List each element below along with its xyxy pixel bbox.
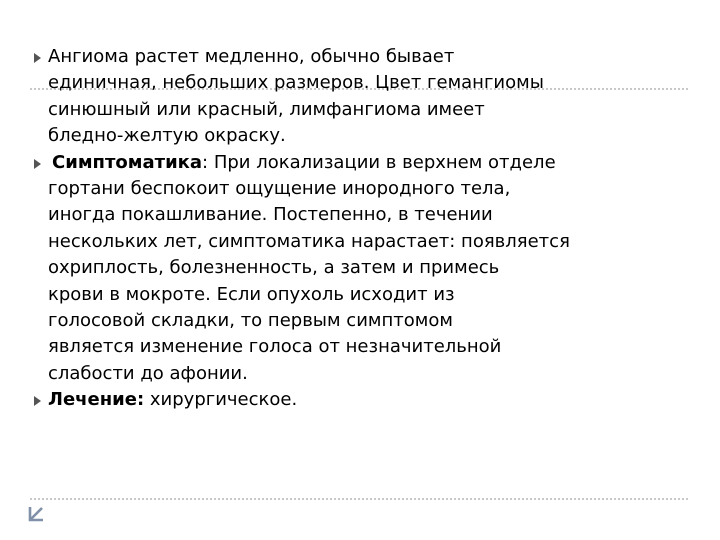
triangle-bullet-icon: [34, 159, 41, 169]
text-line: синюшный или красный, лимфангиома имеет: [48, 98, 485, 120]
list-item-treatment: [34, 387, 674, 413]
symptoms-intro: : При локализации в верхнем отделе: [202, 151, 556, 173]
item-text: [48, 387, 674, 413]
text-line: слабости до афонии.: [48, 362, 248, 384]
text-line: нескольких лет, симптоматика нарастает: появляется: [48, 230, 570, 252]
text-line: гортани беспокоит ощущение инородного тела,: [48, 178, 511, 200]
arrow-corner-icon: [25, 503, 47, 525]
text-line: бледно-желтую окраску.: [48, 125, 286, 147]
treatment-heading: Лечение:: [48, 389, 145, 411]
text-line: охриплость, болезненность, а затем и примесь: [48, 257, 500, 279]
text-line: единичная, небольших размеров. Цвет гемангиомы: [48, 72, 544, 94]
text-line: является изменение голоса от незначительной: [48, 336, 502, 358]
text-line: Ангиома растет медленно, обычно бывает: [48, 46, 455, 67]
text-line: голосовой складки, то первым симптомом: [48, 310, 453, 332]
bullet-list: [34, 44, 674, 414]
text-line: [48, 387, 674, 413]
list-item-symptoms: [34, 150, 674, 388]
triangle-bullet-icon: [34, 396, 41, 406]
triangle-bullet-icon: [34, 53, 41, 63]
dotted-divider-bottom: [30, 498, 688, 500]
text-line: крови в мокроте. Если опухоль исходит из: [48, 283, 455, 305]
item-text: [48, 150, 674, 388]
symptoms-heading: Симптоматика: [52, 151, 203, 173]
text-line: иногда покашливание. Постепенно, в течении: [48, 204, 493, 226]
list-item-angioma: [34, 44, 674, 150]
treatment-text: хирургическое.: [144, 389, 298, 411]
text-line: [48, 150, 674, 176]
item-text: [48, 44, 674, 150]
